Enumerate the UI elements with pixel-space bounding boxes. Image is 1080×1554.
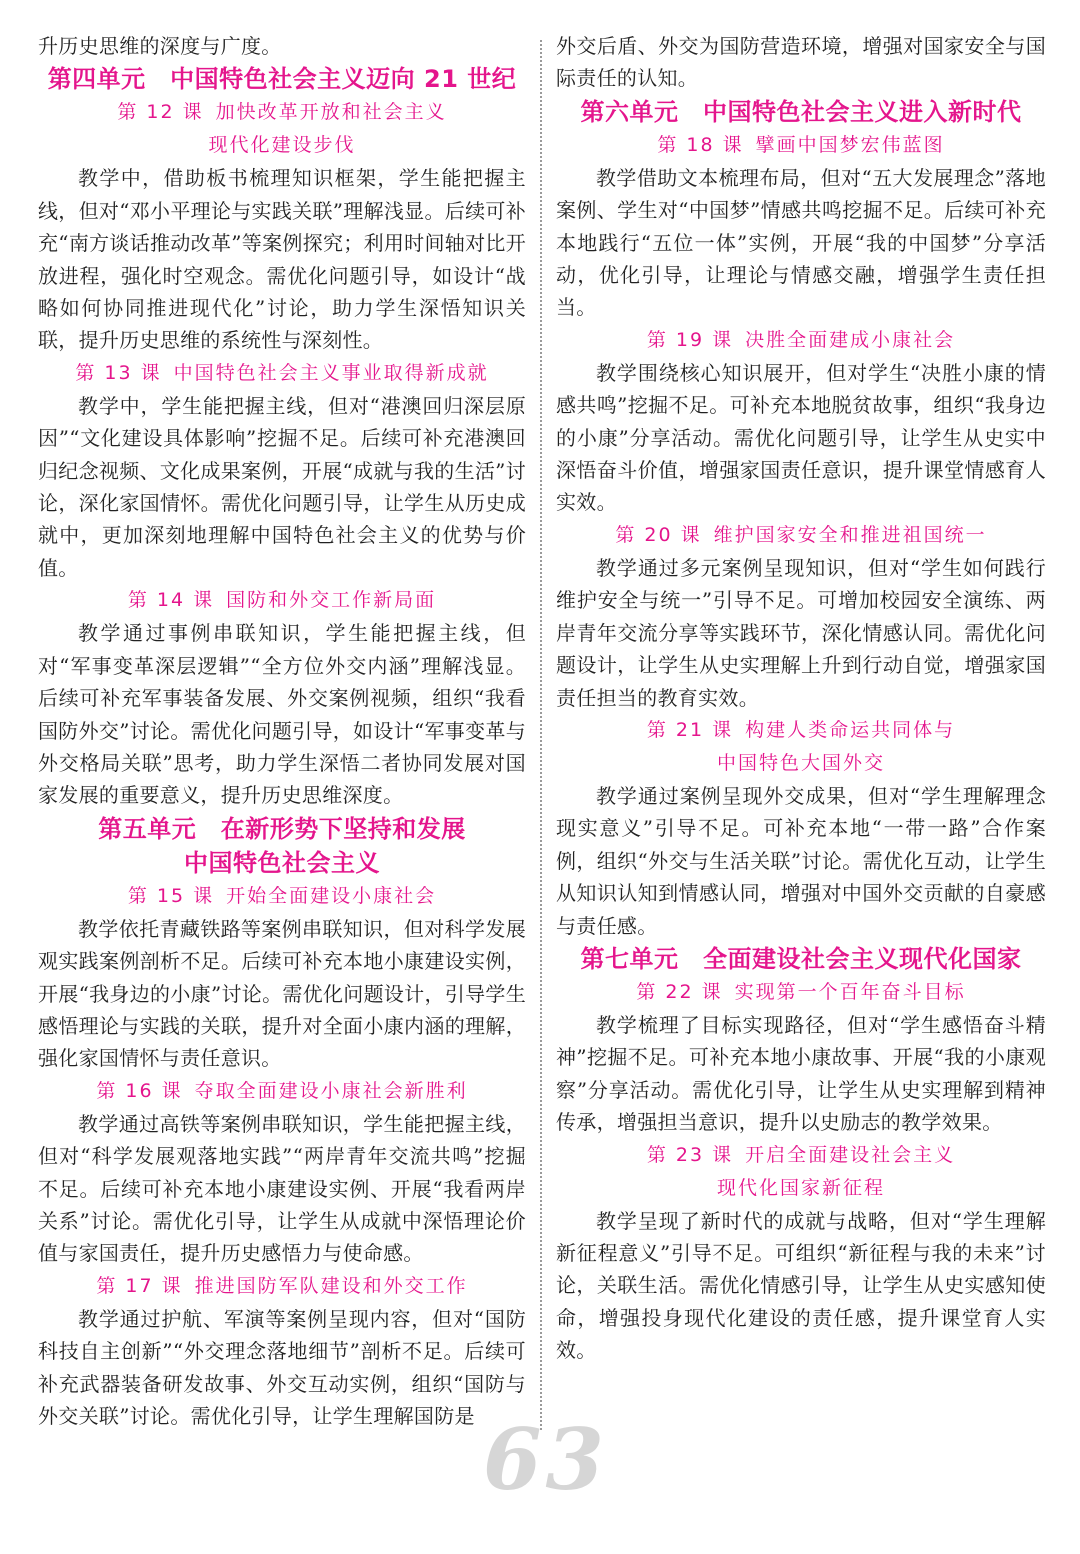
unit-heading: 第五单元 在新形势下坚持和发展 [98,814,466,843]
lesson-number: 第 17 课 [96,1274,183,1297]
lesson-heading [38,584,526,617]
paragraph: 教学围绕核心知识展开，但对学生“决胜小康的情感共鸣”挖掘不足。可补充本地脱贫故事，组织“我身边的小康”分享活动。需优化问题引导，让学生从史实中深悟奋斗价值，增强家国责任意识，提升课堂情感育人实效。 [556,360,1046,515]
lesson-number: 第 22 课 [636,980,723,1003]
lesson-title: 推进国防军队建设和外交工作 [194,1274,468,1297]
lesson-title: 维护国家安全和推进祖国统一 [713,523,987,546]
page-number: 63 [483,1410,608,1509]
unit-heading: 中国特色社会主义 [184,848,380,877]
lesson-title: 夺取全面建设小康社会新胜利 [194,1079,468,1102]
lesson-title: 中国特色社会主义事业取得新成就 [173,361,489,384]
lesson-heading [38,880,526,913]
lesson-number: 第 13 课 [75,361,162,384]
lesson-heading [556,714,1046,747]
lesson-heading [556,1139,1046,1172]
lesson-number: 第 12 课 [117,101,204,124]
unit-heading: 第四单元 中国特色社会主义迈向 21 世纪 [47,65,517,94]
paragraph: 教学通过高铁等案例串联知识，学生能把握主线，但对“科学发展观落地实践”“两岸青年交流共鸣”挖掘不足。后续可补充本地小康建设实例、开展“我看两岸关系”讨论。需优化引导，让学生从成就中深悟理论价值与家国责任，提升历史感悟力与使命感。 [38,1111,526,1266]
lesson-heading [38,1270,526,1303]
lesson-heading [38,1075,526,1108]
unit-heading: 第七单元 全面建设社会主义现代化国家 [580,944,1022,973]
paragraph: 教学借助文本梳理布局，但对“五大发展理念”落地案例、学生对“中国梦”情感共鸣挖掘不足。后续可补充本地践行“五位一体”实例，开展“我的中国梦”分享活动，优化引导，让理论与情感交融，增强学生责任担当。 [556,165,1046,320]
lesson-heading [38,129,526,162]
lesson-heading [38,96,526,129]
lesson-title: 现代化国家新征程 [716,1176,885,1199]
lesson-title: 构建人类命运共同体与 [745,718,956,741]
lesson-title: 国防和外交工作新局面 [226,589,437,612]
paragraph: 教学通过多元案例呈现知识，但对“学生如何践行维护安全与统一”引导不足。可增加校园安全演练、两岸青年交流分享等实践环节，深化情感认同。需优化问题设计，让学生从史实理解上升到行动自觉，增强家国责任担当的教育实效。 [556,555,1046,710]
paragraph: 外交后盾、外交为国防营造环境，增强对国家安全与国际责任的认知。 [556,34,1046,91]
lesson-number: 第 19 课 [646,328,734,351]
right-column [556,30,1046,1367]
lesson-number: 第 20 课 [615,523,702,546]
lesson-number: 第 14 课 [127,589,215,612]
lesson-title: 决胜全面建成小康社会 [745,328,956,351]
unit-heading: 第六单元 中国特色社会主义进入新时代 [580,97,1022,126]
lesson-title: 加快改革开放和社会主义 [215,101,447,124]
lesson-title: 开始全面建设小康社会 [226,884,437,907]
lesson-number: 第 18 课 [657,133,744,156]
lesson-heading [556,747,1046,780]
lesson-heading [556,519,1046,552]
lesson-title: 擘画中国梦宏伟蓝图 [755,133,945,156]
lesson-number: 第 23 课 [646,1143,734,1166]
paragraph: 教学通过事例串联知识，学生能把握主线，但对“军事变革深层逻辑”“全方位外交内涵”理解浅显。后续可补充军事装备发展、外交案例视频，组织“我看国防外交”讨论。需优化问题引导，如设计“军事变革与外交格局关联”思考，助力学生深悟二者协同发展对国家发展的重要意义，提升历史思维深度。 [38,621,526,808]
left-column [38,30,526,1432]
paragraph: 教学中，借助板书梳理知识框架，学生能把握主线，但对“邓小平理论与实践关联”理解浅显。后续可补充“南方谈话推动改革”等案例探究；利用时间轴对比开放进程，强化时空观念。需优化问题引导，如设计“战略如何协同推进现代化”讨论，助力学生深悟知识关联，提升历史思维的系统性与深刻性。 [38,166,526,353]
paragraph: 教学依托青藏铁路等案例串联知识，但对科学发展观实践案例剖析不足。后续可补充本地小康建设实例，开展“我身边的小康”讨论。需优化问题设计，引导学生感悟理论与实践的关联，提升对全面小康内涵的理解，强化家国情怀与责任意识。 [38,916,526,1071]
lesson-number: 第 15 课 [127,884,215,907]
paragraph: 升历史思维的深度与广度。 [38,34,282,58]
paragraph: 教学梳理了目标实现路径，但对“学生感悟奋斗精神”挖掘不足。可补充本地小康故事、开展“我的小康观察”分享活动。需优化引导，让学生从史实理解到精神传承，增强担当意识，提升以史励志的教学效果。 [556,1012,1046,1135]
lesson-title: 开启全面建设社会主义 [745,1143,956,1166]
lesson-title: 现代化建设步伐 [208,134,356,157]
paragraph: 教学呈现了新时代的成就与战略，但对“学生理解新征程意义”引导不足。可组织“新征程与我的未来”讨论，关联生活。需优化情感引导，让学生从史实感知使命，增强投身现代化建设的责任感，提升课堂育人实效。 [556,1208,1046,1363]
lesson-title: 中国特色大国外交 [716,751,885,774]
paragraph: 教学通过护航、军演等案例呈现内容，但对“国防科技自主创新”“外交理念落地细节”剖析不足。后续可补充武器装备研发故事、外交互动实例，组织“国防与外交关联”讨论。需优化引导，让学生理解国防是 [38,1306,526,1428]
lesson-heading [556,324,1046,357]
column-divider [540,40,542,1430]
lesson-heading [38,357,526,390]
lesson-title: 实现第一个百年奋斗目标 [734,980,966,1003]
lesson-number: 第 16 课 [96,1079,183,1102]
lesson-number: 第 21 课 [646,718,734,741]
paragraph: 教学通过案例呈现外交成果，但对“学生理解理念现实意义”引导不足。可补充本地“一带一路”合作案例，组织“外交与生活关联”讨论。需优化互动，让学生从知识认知到情感认同，增强对中国外交贡献的自豪感与责任感。 [556,783,1046,938]
lesson-heading [556,1172,1046,1205]
lesson-heading [556,976,1046,1009]
lesson-heading [556,129,1046,162]
paragraph: 教学中，学生能把握主线，但对“港澳回归深层原因”“文化建设具体影响”挖掘不足。后续可补充港澳回归纪念视频、文化成果案例，开展“成就与我的生活”讨论，深化家国情怀。需优化问题引导，让学生从历史成就中，更加深刻地理解中国特色社会主义的优势与价值。 [38,393,526,580]
